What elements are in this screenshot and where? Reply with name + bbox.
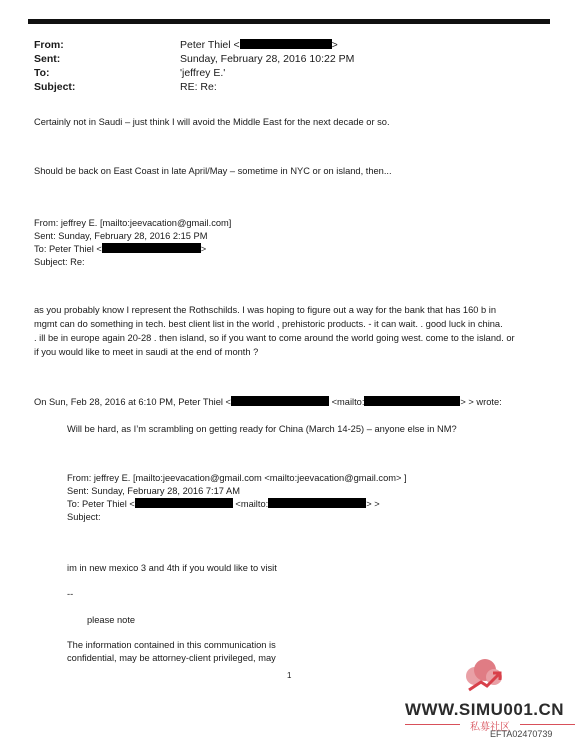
body-line: Should be back on East Coast in late April/May – sometime in NYC or on island, then... xyxy=(34,166,392,176)
quote-from: From: jeffrey E. [mailto:jeevacation@gmail.com <mailto:jeevacation@gmail.com> ] xyxy=(67,473,407,483)
quote-to: To: Peter Thiel < > xyxy=(34,244,207,254)
bates-number: EFTA02470739 xyxy=(490,729,553,739)
confidentiality-line: confidential, may be attorney-client privileged, may xyxy=(67,653,276,663)
top-rule xyxy=(28,19,550,24)
redaction-bar xyxy=(102,243,201,253)
quote-to: To: Peter Thiel < <mailto: > > xyxy=(67,499,380,509)
page-number: 1 xyxy=(287,671,292,680)
wrote-line: On Sun, Feb 28, 2016 at 6:10 PM, Peter Thiel < <mailto: > > wrote: xyxy=(34,397,502,407)
quote-sent: Sent: Sunday, February 28, 2016 2:15 PM xyxy=(34,231,208,241)
watermark-logo-icon xyxy=(463,656,505,698)
redaction-bar xyxy=(268,498,366,508)
quote-subject: Subject: xyxy=(67,512,101,522)
confidentiality-line: The information contained in this communication is xyxy=(67,640,276,650)
redaction-bar xyxy=(364,396,460,406)
quote-subject: Subject: Re: xyxy=(34,257,85,267)
watermark-rule-right xyxy=(520,724,575,725)
quote-sent: Sent: Sunday, February 28, 2016 7:17 AM xyxy=(67,486,240,496)
redaction-bar xyxy=(231,396,329,406)
note-line: please note xyxy=(87,615,136,625)
message-line: . ill be in europe again 20-28 . then island, so if you want to come around the world going west. come to the island. or xyxy=(34,333,515,343)
redaction-bar xyxy=(135,498,233,508)
message-line: im in new mexico 3 and 4th if you would like to visit xyxy=(67,563,277,573)
body-line: Certainly not in Saudi – just think I will avoid the Middle East for the next decade or so. xyxy=(34,117,390,127)
watermark-sub: 私募社区 xyxy=(470,722,510,733)
watermark-site: WWW.SIMU001.CN xyxy=(405,700,565,719)
quote-from: From: jeffrey E. [mailto:jeevacation@gmail.com] xyxy=(34,218,232,228)
message-line: if you would like to meet in saudi at the end of month ? xyxy=(34,347,259,357)
message-line: mgmt can do something in tech. best client list in the world , prehistoric products. - it can wait. . good luck in china. xyxy=(34,319,503,329)
redaction-bar xyxy=(240,39,332,49)
message-line: as you probably know I represent the Rothschilds. I was hoping to figure out a way for the bank that has 160 b in xyxy=(34,305,497,315)
signature-dashes: -- xyxy=(67,589,74,599)
thiel-message: Will be hard, as I’m scrambling on getting ready for China (March 14-25) – anyone else in NM? xyxy=(67,424,457,434)
